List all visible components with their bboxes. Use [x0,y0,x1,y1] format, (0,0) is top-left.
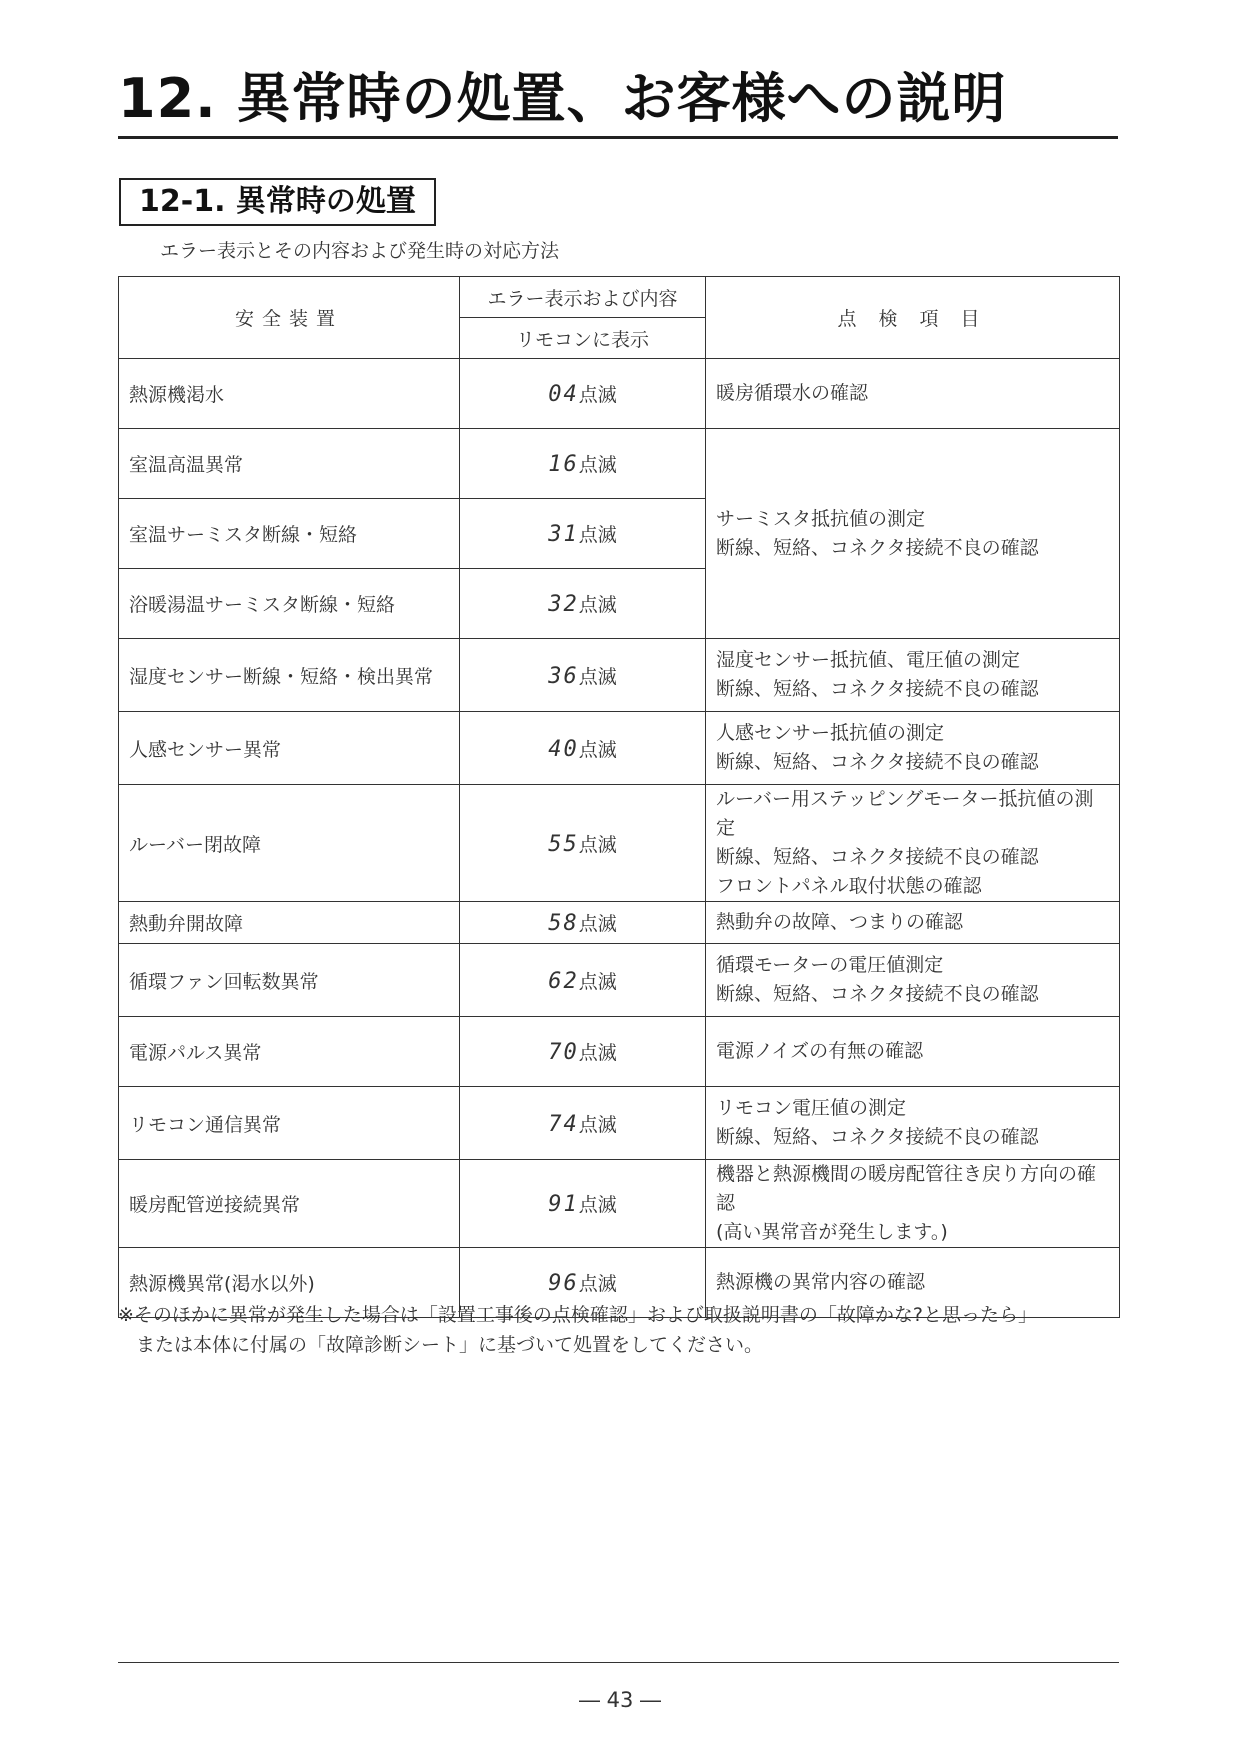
device-cell: 循環ファン回転数異常 [119,944,460,1017]
blink-label: 点滅 [578,524,617,546]
code-cell [460,1160,706,1248]
header-error-display: エラー表示および内容 [460,277,706,318]
code-cell [460,359,706,429]
check-cell: 熱源機の異常内容の確認 [706,1248,1120,1318]
device-cell: 熱源機渇水 [119,359,460,429]
table-row [119,1017,1120,1087]
check-cell: リモコン電圧値の測定 断線、短絡、コネクタ接続不良の確認 [706,1087,1120,1160]
error-code: 91 [548,1192,579,1217]
code-cell [460,429,706,499]
error-code: 04 [548,382,579,407]
code-cell [460,1017,706,1087]
error-code-table [118,276,1120,1318]
error-code: 16 [548,452,579,477]
device-cell: 湿度センサー断線・短絡・検出異常 [119,639,460,712]
error-code: 74 [548,1111,579,1137]
device-cell: 熱動弁開故障 [119,902,460,944]
check-cell: 機器と熱源機間の暖房配管往き戻り方向の確認 (高い異常音が発生します。) [706,1160,1120,1248]
code-cell [460,639,706,712]
table-row [119,902,1120,944]
error-code: 62 [548,968,579,994]
table-row [119,639,1120,712]
section-title: 12-1. 異常時の処置 [119,178,436,226]
device-cell: 室温サーミスタ断線・短絡 [119,499,460,569]
blink-label: 点滅 [578,384,617,406]
blink-label: 点滅 [578,738,617,761]
code-cell [460,1087,706,1160]
blink-label: 点滅 [578,1194,617,1216]
error-code: 58 [548,911,579,936]
error-code: 70 [548,1040,579,1065]
blink-label: 点滅 [578,1113,617,1136]
table-row [119,944,1120,1017]
header-device: 安全装置 [119,277,460,359]
check-cell-thermistor: サーミスタ抵抗値の測定 断線、短絡、コネクタ接続不良の確認 [706,429,1120,639]
device-cell: 人感センサー異常 [119,712,460,785]
device-cell: 室温高温異常 [119,429,460,499]
header-check-items: 点 検 項 目 [706,277,1120,359]
table-caption: エラー表示とその内容および発生時の対応方法 [160,240,560,262]
device-cell: リモコン通信異常 [119,1087,460,1160]
check-cell: 電源ノイズの有無の確認 [706,1017,1120,1087]
device-cell: 浴暖湯温サーミスタ断線・短絡 [119,569,460,639]
check-cell: 人感センサー抵抗値の測定 断線、短絡、コネクタ接続不良の確認 [706,712,1120,785]
page-number: ― 43 ― [578,1688,662,1712]
device-cell: 電源パルス異常 [119,1017,460,1087]
check-cell: ルーバー用ステッピングモーター抵抗値の測定 断線、短絡、コネクタ接続不良の確認 フロントパネル取付状態の確認 [706,785,1120,902]
table-row [119,359,1120,429]
device-cell: 熱源機異常(渇水以外) [119,1248,460,1318]
error-code: 55 [548,831,579,857]
table-row [119,1087,1120,1160]
blink-label: 点滅 [578,913,617,935]
blink-label: 点滅 [578,1042,617,1064]
footnote-line-2: または本体に付属の「故障診断シート」に基づいて処置をしてください。 [136,1334,764,1356]
blink-label: 点滅 [578,970,617,993]
code-cell [460,569,706,639]
table-row [119,1160,1120,1248]
footnote-line-1: ※そのほかに異常が発生した場合は「設置工事後の点検確認」および取扱説明書の「故障かな?と思ったら」 [118,1304,1038,1326]
check-cell: 熱動弁の故障、つまりの確認 [706,902,1120,944]
blink-label: 点滅 [578,454,617,476]
blink-label: 点滅 [578,665,617,688]
footer-rule [118,1662,1119,1663]
error-code: 96 [548,1271,579,1296]
table-row [119,712,1120,785]
footnote [118,1300,1128,1360]
check-cell: 循環モーターの電圧値測定 断線、短絡、コネクタ接続不良の確認 [706,944,1120,1017]
header-remote-display: リモコンに表示 [460,318,706,359]
code-cell [460,785,706,902]
check-cell: 湿度センサー抵抗値、電圧値の測定 断線、短絡、コネクタ接続不良の確認 [706,639,1120,712]
table-row [119,785,1120,902]
error-code: 36 [548,663,579,689]
error-code: 40 [548,736,579,762]
error-code: 31 [548,522,579,547]
title-underline [118,136,1118,139]
code-cell [460,712,706,785]
code-cell [460,902,706,944]
blink-label: 点滅 [578,594,617,616]
code-cell [460,944,706,1017]
page-title: 12. 異常時の処置、お客様への説明 [118,67,1007,130]
check-cell: 暖房循環水の確認 [706,359,1120,429]
error-code: 32 [548,592,579,617]
blink-label: 点滅 [578,833,617,856]
table-row [119,429,1120,499]
device-cell: 暖房配管逆接続異常 [119,1160,460,1248]
blink-label: 点滅 [578,1273,617,1295]
code-cell [460,499,706,569]
device-cell: ルーバー閉故障 [119,785,460,902]
